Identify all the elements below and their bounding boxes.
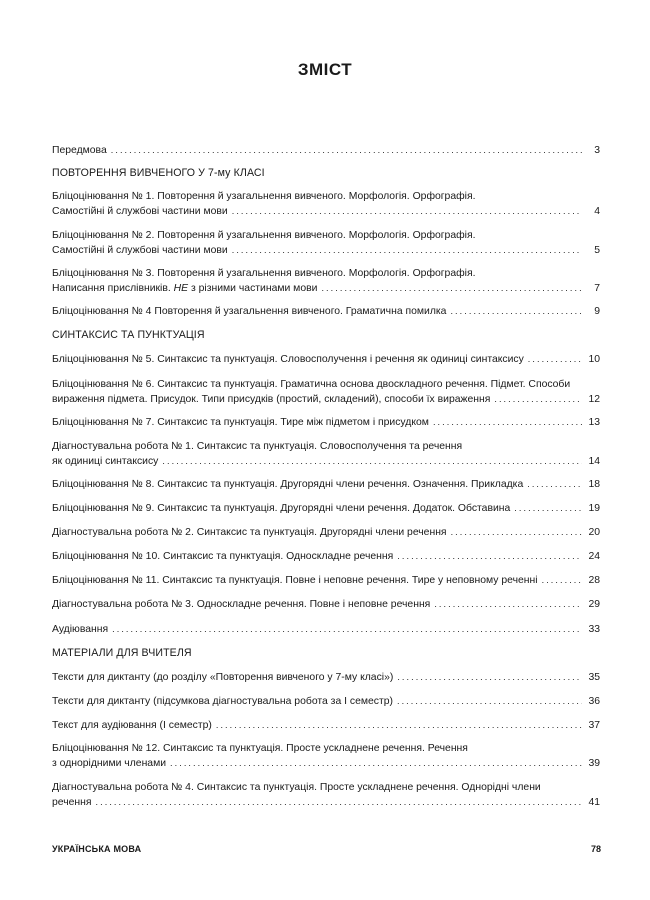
toc-dot-leader [111, 143, 582, 158]
toc-entry-text: Аудіювання [52, 624, 109, 635]
toc-page-number: 41 [588, 797, 600, 808]
toc-entry-text: Тексти для диктанту (підсумкова діагностувальна робота за І семестр) [52, 696, 393, 707]
toc-dot-leader [321, 281, 582, 296]
toc-section-heading: МАТЕРІАЛИ ДЛЯ ВЧИТЕЛЯ [52, 647, 192, 659]
toc-entry [52, 377, 600, 407]
toc-entry [52, 501, 600, 516]
footer-page-number: 78 [590, 844, 601, 854]
toc-entry [52, 694, 600, 709]
toc-entry-text: Текст для аудіювання (І семестр) [52, 720, 212, 731]
toc-page-number: 19 [588, 503, 600, 514]
toc-page-number: 14 [588, 456, 600, 467]
toc-entry-text: Діагностувальна робота № 3. Односкладне речення. Повне і неповне речення [52, 599, 431, 610]
toc-entry [52, 415, 600, 430]
toc-dot-leader [434, 597, 582, 612]
toc-dot-leader [527, 477, 582, 492]
toc-entry-text: Діагностувальна робота № 1. Синтаксис та пунктуація. Словосполучення та речення [52, 441, 463, 452]
toc-entry-text: Самостійні й службові частини мови [52, 206, 228, 217]
toc-entry [52, 780, 600, 810]
toc-entry-text: речення [52, 797, 92, 808]
footer-subject: УКРАЇНСЬКА МОВА [52, 844, 142, 854]
toc-entry-text: Самостійні й службові частини мови [52, 245, 228, 256]
toc-dot-leader [170, 756, 582, 771]
toc-dot-leader [433, 415, 582, 430]
toc-page-number: 3 [594, 145, 600, 156]
toc-entry [52, 597, 600, 612]
toc-dot-leader [216, 718, 582, 733]
toc-dot-leader [450, 304, 582, 319]
toc-dot-leader [397, 670, 582, 685]
toc-dot-leader [494, 392, 582, 407]
toc-entry-text: Бліцоцінювання № 11. Синтаксис та пунктуація. Повне і неповне речення. Тире у неповному реченні [52, 575, 538, 586]
toc-dot-leader [514, 501, 582, 516]
toc-page-number: 35 [588, 672, 600, 683]
toc-entry [52, 718, 600, 733]
toc-entry [52, 352, 600, 367]
toc-page-number: 5 [594, 245, 600, 256]
toc-entry-text: вираження підмета. Присудок. Типи присудків (простий, складений), способи їх вираження [52, 394, 491, 405]
toc-dot-leader [397, 549, 582, 564]
toc-dot-leader [232, 243, 582, 258]
toc-entry [52, 549, 600, 564]
toc-dot-leader [528, 352, 582, 367]
toc-entry-text: як одиниці синтаксису [52, 456, 159, 467]
toc-page-number: 33 [588, 624, 600, 635]
toc-page-number: 24 [588, 551, 600, 562]
toc-dot-leader [397, 694, 582, 709]
toc-entry [52, 741, 600, 771]
toc-entry [52, 622, 600, 637]
toc-entry-text: Бліцоцінювання № 7. Синтаксис та пунктуація. Тире між підметом і присудком [52, 417, 429, 428]
toc-entry [52, 477, 600, 492]
toc-page-number: 28 [588, 575, 600, 586]
toc-entry [52, 304, 600, 319]
toc-page-number: 12 [588, 394, 600, 405]
toc-entry-text: Тексти для диктанту (до розділу «Повторення вивченого у 7-му класі») [52, 672, 394, 683]
toc-entry-text: Діагностувальна робота № 2. Синтаксис та пунктуація. Другорядні члени речення [52, 527, 447, 538]
toc-entry [52, 525, 600, 540]
toc-page-number: 13 [588, 417, 600, 428]
toc-page-number: 39 [588, 758, 600, 769]
toc-entry-text: Діагностувальна робота № 4. Синтаксис та пунктуація. Просте ускладнене речення. Однорідні члени [52, 782, 541, 793]
toc-entry-text: Передмова [52, 145, 107, 156]
toc-page-number: 18 [588, 479, 600, 490]
toc-entry-text: Бліцоцінювання № 2. Повторення й узагальнення вивченого. Морфологія. Орфографія. [52, 230, 476, 241]
toc-page-number: 7 [594, 283, 600, 294]
toc-entry [52, 228, 600, 258]
toc-page-number: 9 [594, 306, 600, 317]
toc-entry-text: Бліцоцінювання № 6. Синтаксис та пунктуація. Граматична основа двоскладного речення. Підмет. Способи [52, 379, 571, 390]
toc-entry-text: з однорідними членами [52, 758, 167, 769]
toc-section-heading: ПОВТОРЕННЯ ВИВЧЕНОГО У 7-му КЛАСІ [52, 167, 265, 179]
toc-entry [52, 439, 600, 469]
toc-dot-leader [96, 795, 582, 810]
toc-entry-text: Бліцоцінювання № 10. Синтаксис та пунктуація. Односкладне речення [52, 551, 394, 562]
toc-entry-text: Бліцоцінювання № 12. Синтаксис та пунктуація. Просте ускладнене речення. Речення [52, 743, 468, 754]
toc-dot-leader [451, 525, 582, 540]
toc-page-number: 36 [588, 696, 600, 707]
toc-entry [52, 670, 600, 685]
toc-entry-text: Написання прислівників. НЕ з різними частинами мови [52, 283, 318, 294]
toc-page-number: 29 [588, 599, 600, 610]
toc-entry-text: Бліцоцінювання № 1. Повторення й узагальнення вивченого. Морфологія. Орфографія. [52, 191, 476, 202]
toc-entry-text: Бліцоцінювання № 5. Синтаксис та пунктуація. Словосполучення і речення як одиниці синтаксису [52, 354, 524, 365]
toc-entry-text: Бліцоцінювання № 3. Повторення й узагальнення вивченого. Морфологія. Орфографія. [52, 268, 476, 279]
toc-page-number: 4 [594, 206, 600, 217]
toc-section-heading: СИНТАКСИС ТА ПУНКТУАЦІЯ [52, 329, 205, 341]
toc-page-number: 37 [588, 720, 600, 731]
toc-page-number: 10 [588, 354, 600, 365]
toc-dot-leader [542, 573, 582, 588]
toc-entry-text: Бліцоцінювання № 9. Синтаксис та пунктуація. Другорядні члени речення. Додаток. Обставина [52, 503, 511, 514]
toc-dot-leader [162, 454, 582, 469]
toc-entry-text: Бліцоцінювання № 8. Синтаксис та пунктуація. Другорядні члени речення. Означення. Прикладка [52, 479, 524, 490]
page-title: ЗМІСТ [297, 60, 353, 79]
toc-page-number: 20 [588, 527, 600, 538]
toc-dot-leader [112, 622, 582, 637]
toc-entry [52, 573, 600, 588]
toc-entry-text: Бліцоцінювання № 4 Повторення й узагальнення вивченого. Граматична помилка [52, 306, 447, 317]
toc-entry [52, 189, 600, 219]
toc-entry [52, 143, 600, 158]
toc-dot-leader [232, 204, 582, 219]
toc-entry [52, 266, 600, 296]
